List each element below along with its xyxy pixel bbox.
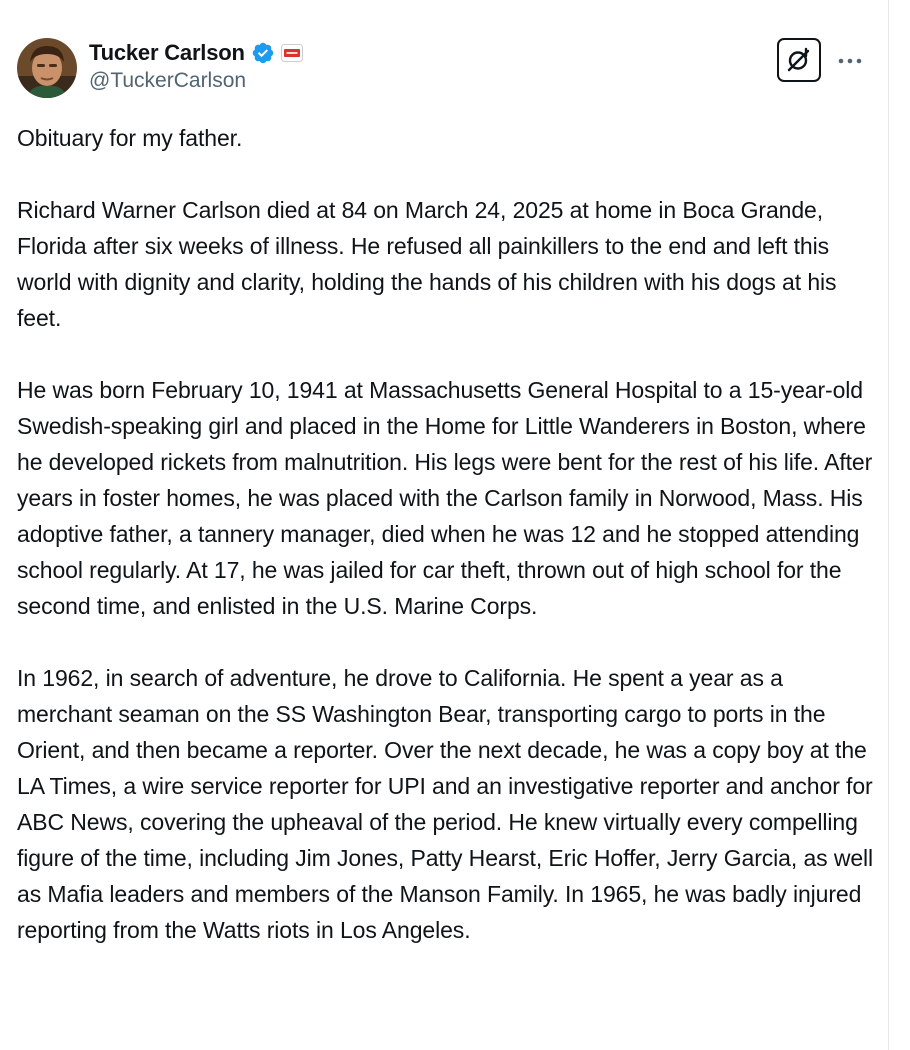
verified-badge-icon[interactable] [251,41,275,65]
grok-button[interactable] [777,38,821,82]
post-paragraph: In 1962, in search of adventure, he drove to California. He spent a year as a merchant seaman on the SS Washington Bear, transporting cargo to ports in the Orient, and then became a reporter. Over the next decade, he was a copy boy at the LA Times, a wire service reporter for UPI and an investigative reporter and anchor for ABC News, covering the upheaval of the period. He knew virtually every compelling figure of the time, including Jim Jones, Patty Hearst, Eric Hoffer, Jerry Garcia, as well as Mafia leaders and members of the Manson Family. In 1965, he was badly injured reporting from the Watts riots in Los Angeles. [17,665,874,943]
column-divider [888,0,889,1050]
avatar[interactable] [17,38,77,98]
post-text [17,120,877,948]
grok-icon [786,47,812,73]
author-names [89,38,303,93]
more-options-button[interactable] [835,46,865,76]
display-name[interactable]: Tucker Carlson [89,40,245,65]
affiliate-badge-icon[interactable] [281,44,303,62]
post-paragraph: Richard Warner Carlson died at 84 on March 24, 2025 at home in Boca Grande, Florida after six weeks of illness. He refused all painkillers to the end and left this world with dignity and clarity, holding the hands of his children with his dogs at his feet. [17,197,837,331]
more-options-icon [838,58,862,64]
avatar-photo [17,38,77,98]
post-paragraph: He was born February 10, 1941 at Massachusetts General Hospital to a 15-year-old Swedish-speaking girl and placed in the Home for Little Wanderers in Boston, where he developed rickets from malnutrition. His legs were bent for the rest of his life. After years in foster homes, he was placed with the Carlson family in Norwood, Mass. His adoptive father, a tannery manager, died when he was 12 and he stopped attending school regularly. At 17, he was jailed for car theft, thrown out of high school for the second time, and enlisted in the U.S. Marine Corps. [17,377,873,619]
post-paragraph: Obituary for my father. [17,125,243,151]
post-header [17,38,877,98]
handle[interactable]: @TuckerCarlson [89,69,247,92]
name-row [89,38,303,68]
